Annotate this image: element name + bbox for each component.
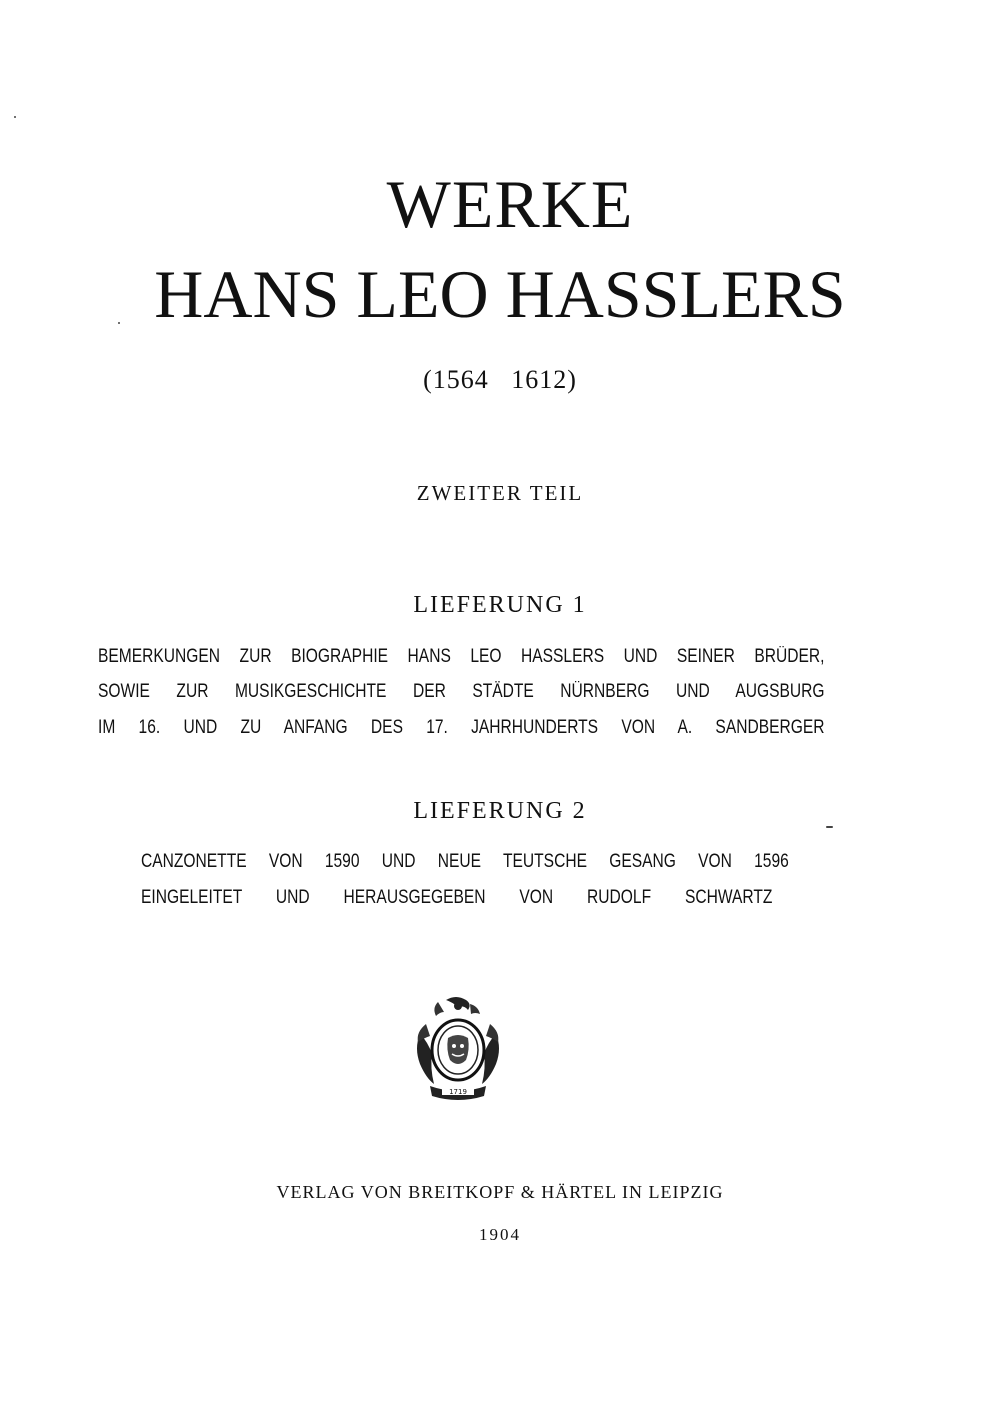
- title-werke: WERKE: [386, 166, 634, 242]
- installment-1-heading: LIEFERUNG 1: [413, 592, 587, 618]
- installment-1-line-2: SOWIE ZUR MUSIKGESCHICHTE DER STÄDTE NÜRNBERG UND AUGSBURG: [98, 681, 825, 702]
- installment-1-line-3: IM 16. UND ZU ANFANG DES 17. JAHRHUNDERTS VON A. SANDBERGER: [98, 717, 825, 738]
- scan-speck: [826, 826, 833, 828]
- installment-1-line-1: BEMERKUNGEN ZUR BIOGRAPHIE HANS LEO HASSLERS UND SEINER BRÜDER,: [98, 646, 825, 667]
- scan-speck: [14, 116, 16, 118]
- seal-inscription: 1719: [449, 1088, 467, 1096]
- installment-2-line-1: CANZONETTE VON 1590 UND NEUE TEUTSCHE GESANG VON 1596: [141, 851, 789, 872]
- scan-speck: [118, 322, 120, 324]
- title-composer: HANS LEO HASSLERS: [154, 256, 846, 332]
- publication-year: 1904: [479, 1225, 521, 1244]
- publisher-line: VERLAG VON BREITKOPF & HÄRTEL IN LEIPZIG: [276, 1182, 724, 1202]
- installment-2-heading: LIEFERUNG 2: [413, 798, 587, 824]
- installment-2-line-2: EINGELEITET UND HERAUSGEGEBEN VON RUDOLF SCHWARTZ: [141, 887, 773, 908]
- publisher-seal-icon: [408, 994, 508, 1104]
- life-years: (1564 1612): [423, 365, 577, 394]
- part-heading: ZWEITER TEIL: [416, 481, 584, 505]
